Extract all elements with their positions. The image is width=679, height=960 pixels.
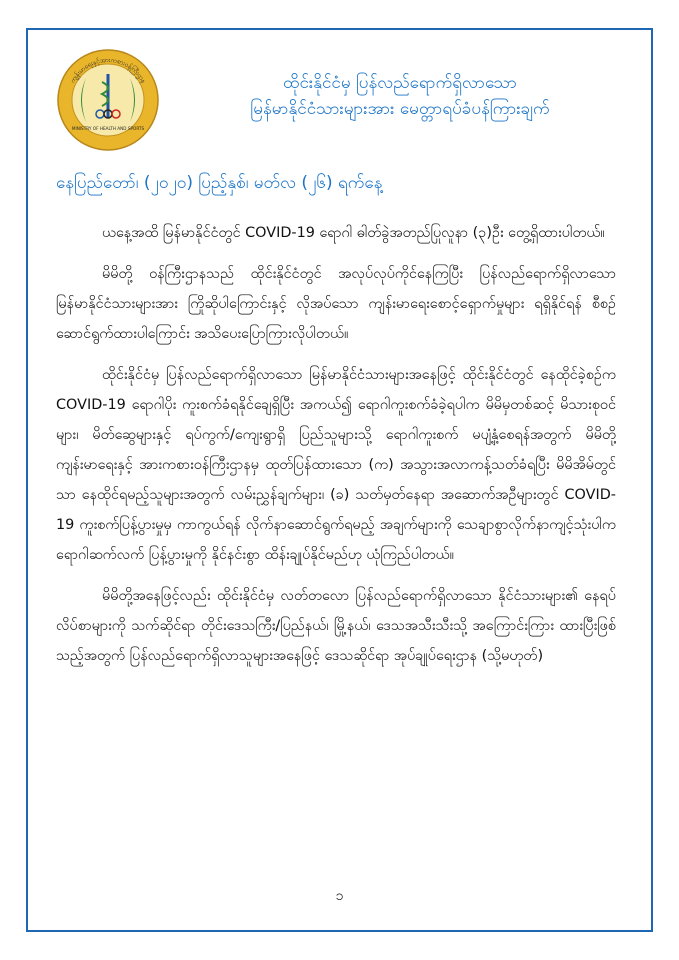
title-line-2: မြန်မာနိုင်ငံသားများအား မေတ္တာရပ်ခံပန်ကြားချက် xyxy=(250,99,550,119)
paragraph-2: မိမိတို့ ဝန်ကြီးဌာနသည် ထိုင်းနိုင်ငံတွင် အလုပ်လုပ်ကိုင်နေကြပြီး ပြန်လည်ရောက်ရှိလာသော မြန်မာနိုင်ငံသားများအား ကြိုဆိုပါကြောင်းနှင့် လိုအပ်သော ကျန်းမာရေးစောင့်ရှောက်မှုများ ရရှိနိုင်ရန် စီစဉ်ဆောင်ရွက်ထားပါကြောင်း အသိပေးပြောကြားလိုပါတယ်။ xyxy=(56,266,616,342)
body-text xyxy=(56,218,616,682)
title-line-1: ထိုင်းနိုင်ငံမှ ပြန်လည်ရောက်ရှိလာသော xyxy=(283,73,517,93)
page-number: ၁ xyxy=(335,888,344,904)
paragraph-4: မိမိတို့အနေဖြင့်လည်း ထိုင်းနိုင်ငံမှ လတ်တလော ပြန်လည်ရောက်ရှိလာသော နိုင်ငံသားများ၏ နေရပ်လိပ်စာများကို သက်ဆိုင်ရာ တိုင်းဒေသကြီး/ပြည်နယ်၊ မြို့နယ်၊ ဒေသအသီးသီးသို့ အကြောင်းကြား ထားပြီးဖြစ်သည့်အတွက် ပြန်လည်ရောက်ရှိလာသူများအနေဖြင့် ဒေသဆိုင်ရာ အုပ်ချုပ်ရေးဌာန (သို့မဟုတ်) xyxy=(56,588,616,664)
paragraph-1: ယနေ့အထိ မြန်မာနိုင်ငံတွင် COVID-19 ရောဂါ ဓါတ်ခွဲအတည်ပြုလူနာ (၃)ဦး တွေ့ရှိထားပါတယ်။ xyxy=(102,225,605,241)
paragraph-3: ထိုင်းနိုင်ငံမှ ပြန်လည်ရောက်ရှိလာသော မြန်မာနိုင်ငံသားများအနေဖြင့် ထိုင်းနိုင်ငံတွင် နေထိုင်ခဲ့စဉ်က COVID-19 ရောဂါပိုး ကူးစက်ခံရနိုင်ချေရှိပြီး အကယ်၍ ရောဂါကူးစက်ခံခဲ့ရပါက မိမိမှတစ်ဆင့် မိသားစုဝင်များ၊ မိတ်ဆွေများနှင့် ရပ်ကွက်/ကျေးရွာရှိ ပြည်သူများသို့ ရောဂါကူးစက် မပျံ့နှံ့စေရန်အတွက် မိမိတို့ ကျန်းမာရေးနှင့် အားကစားဝန်ကြီးဌာနမှ ထုတ်ပြန်ထားသော (က) အသွားအလာကန့်သတ်ခံရပြီး မိမိအိမ်တွင်သာ နေထိုင်ရမည့်သူများအတွက် လမ်းညွှန်ချက်များ၊ (ခ) သတ်မှတ်နေရာ အဆောက်အဦများတွင် COVID-19 ကူးစက်ပြန့်ပွားမှုမှ ကာကွယ်ရန် လိုက်နာဆောင်ရွက်ရမည့် အချက်များကို သေချာစွာလိုက်နာကျင့်သုံးပါက ရောဂါဆက်လက် ပြန့်ပွားမှုကို နိုင်နင်းစွာ ထိန်းချုပ်နိုင်မည်ဟု ယုံကြည်ပါတယ်။ xyxy=(56,367,616,563)
ministry-emblem-icon xyxy=(56,48,160,152)
date-line: နေပြည်တော်၊ (၂၀၂၀) ပြည့်နှစ်၊ မတ်လ (၂၆) ရက်နေ့ xyxy=(56,173,383,193)
document-title xyxy=(190,70,610,122)
emblem-ring-text: ကျန်းမာရေးနှင့်အားကစားဝန်ကြီးဌာန xyxy=(68,55,148,85)
emblem-caption: MINISTRY OF HEALTH AND SPORTS xyxy=(71,126,145,131)
